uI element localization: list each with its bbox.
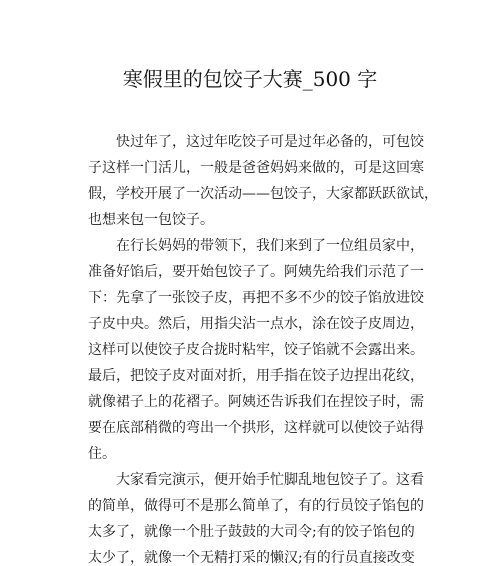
paragraph-line: 要在底部稍微的弯出一个拱形，这样就可以使饺子站得 xyxy=(88,420,424,436)
paragraph-line: 在行长妈妈的带领下，我们来到了一位组员家中， xyxy=(116,238,424,254)
paragraph-line: 下：先拿了一张饺子皮，再把不多不少的饺子馅放进饺 xyxy=(88,290,424,306)
paragraph-line: 就像裙子上的花褶子。阿姨还告诉我们在捏饺子时，需 xyxy=(88,394,424,410)
paragraph-line: 子皮中央。然后，用指尖沾一点水，涂在饺子皮周边， xyxy=(88,316,424,332)
paragraph-line: 最后，把饺子皮对面对折，用手指在饺子边捏出花纹， xyxy=(88,368,424,384)
paragraph-line: 子这样一门活儿，一般是爸爸妈妈来做的，可是这回寒 xyxy=(88,160,424,176)
paragraph-line: 也想来包一包饺子。 xyxy=(88,212,214,228)
paragraph-line: 的简单，做得可不是那么简单了，有的行员饺子馅包的 xyxy=(88,498,424,514)
paragraph-line: 这样可以使饺子皮合拢时粘牢，饺子馅就不会露出来。 xyxy=(88,342,424,358)
paragraph-line: 假，学校开展了一次活动——包饺子，大家都跃跃欲试， xyxy=(88,186,438,202)
paragraph-line: 太多了，就像一个肚子鼓鼓的大司令;有的饺子馅包的 xyxy=(88,524,415,540)
paragraph-line: 准备好馅后，要开始包饺子了。阿姨先给我们示范了一 xyxy=(88,264,424,280)
paragraph-line: 快过年了，这过年吃饺子可是过年必备的，可包饺 xyxy=(116,134,424,150)
paragraph-line: 大家看完演示，便开始手忙脚乱地包饺子了。这看 xyxy=(116,472,424,488)
paragraph-line: 住。 xyxy=(88,446,116,462)
paragraph-line: 太少了，就像一个无精打采的懒汉;有的行员直接改变 xyxy=(88,550,415,566)
document-title: 寒假里的包饺子大赛_500 字 xyxy=(122,67,378,91)
